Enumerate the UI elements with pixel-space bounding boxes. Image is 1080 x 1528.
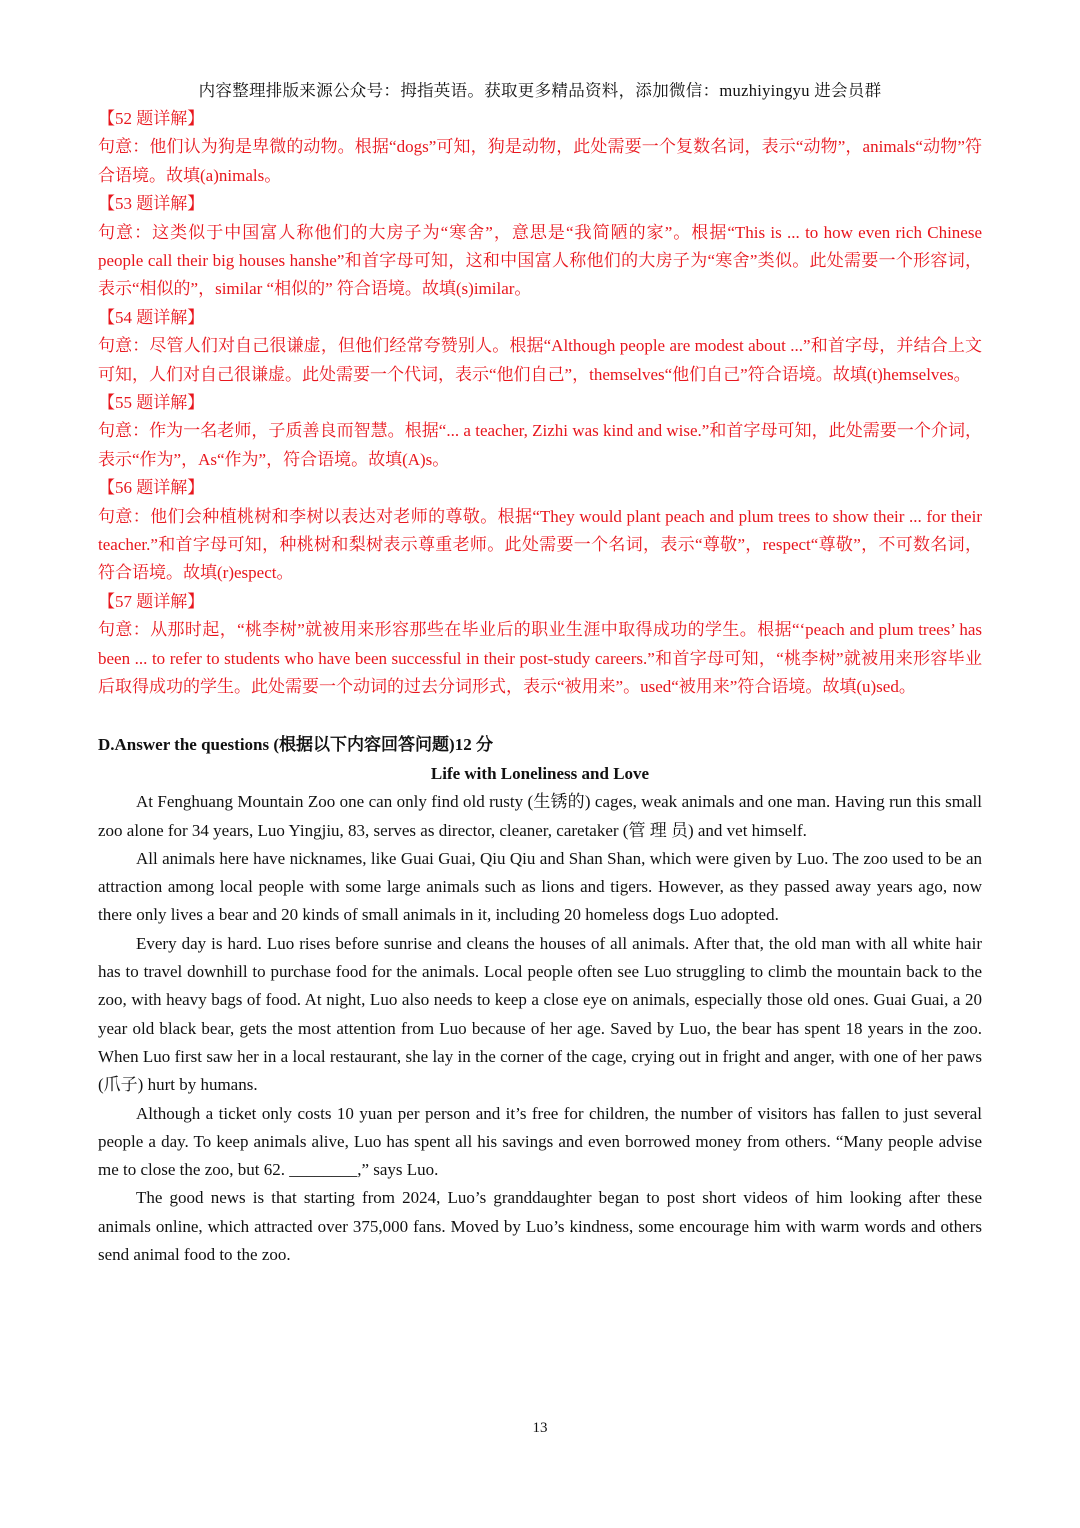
answer-title: 【57 题详解】 (98, 591, 205, 611)
answer-title: 【53 题详解】 (98, 194, 205, 214)
article-paragraph: Every day is hard. Luo rises before sunrise and cleans the houses of all animals. After that, the old man with all white hair has to travel downhill to purchase food for the animals. Local people often see Luo struggling to climb the mountain back to the zoo, with heavy bags of food. At night, Luo also needs to keep a close eye on animals, especially those old ones. Guai Guai, a 20 year old black bear, gets the most attention from Luo because of her age. Saved by Luo, the bear has spent 18 years in the zoo. When Luo first saw her in a local restaurant, she lay in the corner of the cage, crying out in fright and anger, with one of her paws (爪子) hurt by humans. (98, 933, 982, 1095)
answer-text: 句意：他们会种植桃树和李树以表达对老师的尊敬。根据“They would plant peach and plum trees to show their ... for their teacher.”和首字母可知，种桃树和梨树表示尊重老师。此处需要一个名词，表示“尊敬”，respect“尊敬”，不可数名词，符合语境。故填(r)espect。 (98, 506, 982, 583)
article-paragraph: All animals here have nicknames, like Guai Guai, Qiu Qiu and Shan Shan, which were given by Luo. The zoo used to be an attraction among local people with some large animals such as lions and tigers. However, as they passed away years ago, now there only lives a bear and 20 kinds of small animals in it, including 20 homeless dogs Luo adopted. (98, 848, 982, 925)
answer-text: 句意：从那时起，“桃李树”就被用来形容那些在毕业后的职业生涯中取得成功的学生。根据“‘peach and plum trees’ has been ... to refer to students who have been successful in their post-study careers.”和首字母可知，“桃李树”就被用来形容毕业后取得成功的学生。此处需要一个动词的过去分词形式，表示“被用来”。used“被用来”符合语境。故填(u)sed。 (98, 620, 982, 697)
page-header: 内容整理排版来源公众号：拇指英语。获取更多精品资料，添加微信：muzhiyingyu 进会员群 (198, 81, 882, 100)
answer-title: 【52 题详解】 (98, 109, 205, 128)
answer-title: 【54 题详解】 (98, 307, 205, 327)
answer-text: 句意：尽管人们对自己很谦虚，但他们经常夸赞别人。根据“Although people are modest about ...”和首字母，并结合上文可知，人们对自己很谦虚。此处需要一个代词，表示“他们自己”，themselves“他们自己”符合语境。故填(t)hemselves。 (98, 336, 982, 384)
answer-text: 句意：他们认为狗是卑微的动物。根据“dogs”可知，狗是动物，此处需要一个复数名词，表示“动物”，animals“动物”符合语境。故填(a)nimals。 (98, 137, 982, 185)
article-paragraph: The good news is that starting from 2024, Luo’s granddaughter began to post short videos of him looking after these animals online, which attracted over 375,000 fans. Moved by Luo’s kindness, some encourage him with warm words and others send animal food to the zoo. (98, 1188, 982, 1264)
answer-57 (98, 588, 982, 702)
answer-title: 【56 题详解】 (98, 478, 205, 498)
answer-explanations (98, 105, 982, 701)
answer-text: 句意：这类似于中国富人称他们的大房子为“寒舍”，意思是“我简陋的家”。根据“This is ... to how even rich Chinese people call their big houses hanshe”和首字母可知，这和中国富人称他们的大房子为“寒舍”类似。此处需要一个形容词，表示“相似的”，similar “相似的” 符合语境。故填(s)imilar。 (98, 222, 982, 299)
article-paragraph: At Fenghuang Mountain Zoo one can only find old rusty (生锈的) cages, weak animals and one man. Having run this small zoo alone for 34 years, Luo Yingjiu, 83, serves as director, cleaner, caretaker (管 理 员) and vet himself. (98, 792, 982, 840)
article-title: Life with Loneliness and Love (430, 763, 650, 783)
answer-56 (98, 474, 982, 588)
article-paragraph: Although a ticket only costs 10 yuan per person and it’s free for children, the number of visitors has fallen to just several people a day. To keep animals alive, Luo has spent all his savings and even borrowed money from others. “Many people advise me to close the zoo, but 62. ________,” says Luo. (98, 1103, 982, 1180)
answer-53 (98, 190, 982, 304)
answer-55 (98, 389, 982, 474)
article-body (98, 788, 982, 1269)
section-spacer (98, 701, 982, 731)
section-title: D.Answer the questions (根据以下内容回答问题)12 分 (98, 735, 493, 755)
document-page (98, 78, 982, 1269)
answer-52 (98, 105, 982, 190)
answer-title: 【55 题详解】 (98, 393, 205, 413)
answer-text: 句意：作为一名老师，子质善良而智慧。根据“... a teacher, Zizhi was kind and wise.”和首字母可知，此处需要一个介词，表示“作为”，As“作为”，符合语境。故填(A)s。 (98, 421, 982, 469)
page-number: 13 (532, 1420, 548, 1436)
answer-54 (98, 304, 982, 389)
